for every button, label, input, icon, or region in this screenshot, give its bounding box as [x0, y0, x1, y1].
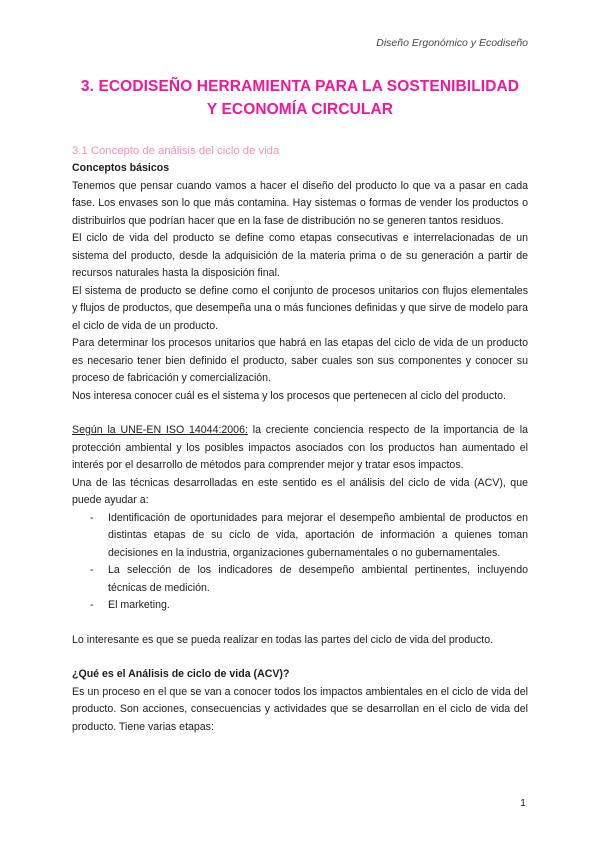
list-item: - Identificación de oportunidades para mejorar el desempeño ambiental de productos en distintas etapas de su ciclo de vida, aportación de información a quienes toman decisiones en la industria, organizaciones gubernamentales o no gubernamentales.	[72, 510, 528, 563]
section-heading: 3.1 Concepto de análisis del ciclo de vida	[72, 145, 280, 157]
page-number: 1	[520, 797, 526, 809]
question-heading: ¿Qué es el Análisis de ciclo de vida (ACV)?	[72, 668, 290, 680]
paragraph: El ciclo de vida del producto se define como etapas consecutivas e interrelacionadas de un sistema del producto, desde la adquisición de la materia prima o de su generación a partir de recursos naturales hasta la disposición final.	[72, 232, 528, 279]
list-item: - El marketing.	[72, 597, 528, 615]
chapter-title-line-2: Y ECONOMÍA CIRCULAR	[206, 101, 394, 118]
closing-paragraph: Lo interesante es que se pueda realizar en todas las partes del ciclo de vida del producto.	[72, 633, 494, 646]
norm-paragraph	[72, 422, 528, 475]
running-header: Diseño Ergonómico y Ecodiseño	[376, 37, 528, 49]
chapter-title	[72, 75, 528, 121]
norm-reference: Según la UNE-EN ISO 14044:2006:	[72, 424, 248, 436]
acv-uses-list	[72, 510, 528, 615]
acv-intro: Una de las técnicas desarrolladas en este sentido es el análisis del ciclo de vida (ACV), que puede ayudar a:	[72, 476, 528, 506]
subsection-heading: Conceptos básicos	[72, 162, 170, 174]
paragraph: El sistema de producto se define como el conjunto de procesos unitarios con flujos elementales y flujos de productos, que desempeña una o más funciones definidas y que sirve de modelo para el ciclo de vida de un producto.	[72, 284, 528, 332]
paragraph: Nos interesa conocer cuál es el sistema y los procesos que pertenecen al ciclo del producto.	[72, 389, 506, 402]
paragraph: Para determinar los procesos unitarios que habrá en las etapas del ciclo de vida de un producto es necesario tener bien definido el producto, saber cuales son sus componentes y conocer su proceso de fabricación y comercialización.	[72, 337, 528, 384]
list-item: - La selección de los indicadores de desempeño ambiental pertinentes, incluyendo técnicas de medición.	[72, 562, 528, 597]
body-content	[72, 143, 528, 736]
answer-paragraph: Es un proceso en el que se van a conocer todos los impactos ambientales en el ciclo de vida del producto. Son acciones, consecuencias y actividades que se desarrollan en el ciclo de vida del producto. Tiene varias etapas:	[72, 685, 528, 733]
paragraph: Tenemos que pensar cuando vamos a hacer el diseño del producto lo que va a pasar en cada fase. Los envases son lo que más contamina. Hay sistemas o formas de vender los productos o distribuirlos que podrían hacer que en la fase de distribución no se generen tantos residuos.	[72, 179, 528, 227]
chapter-title-line-1: 3. ECODISEÑO HERRAMIENTA PARA LA SOSTENIBILIDAD	[80, 78, 520, 95]
norm-text: la creciente conciencia respecto de la importancia de la protección ambiental y los posibles impactos asociados con los productos han aumentado el interés por el desarrollo de métodos para comprender mejor y tratar esos impactos.	[72, 424, 528, 471]
